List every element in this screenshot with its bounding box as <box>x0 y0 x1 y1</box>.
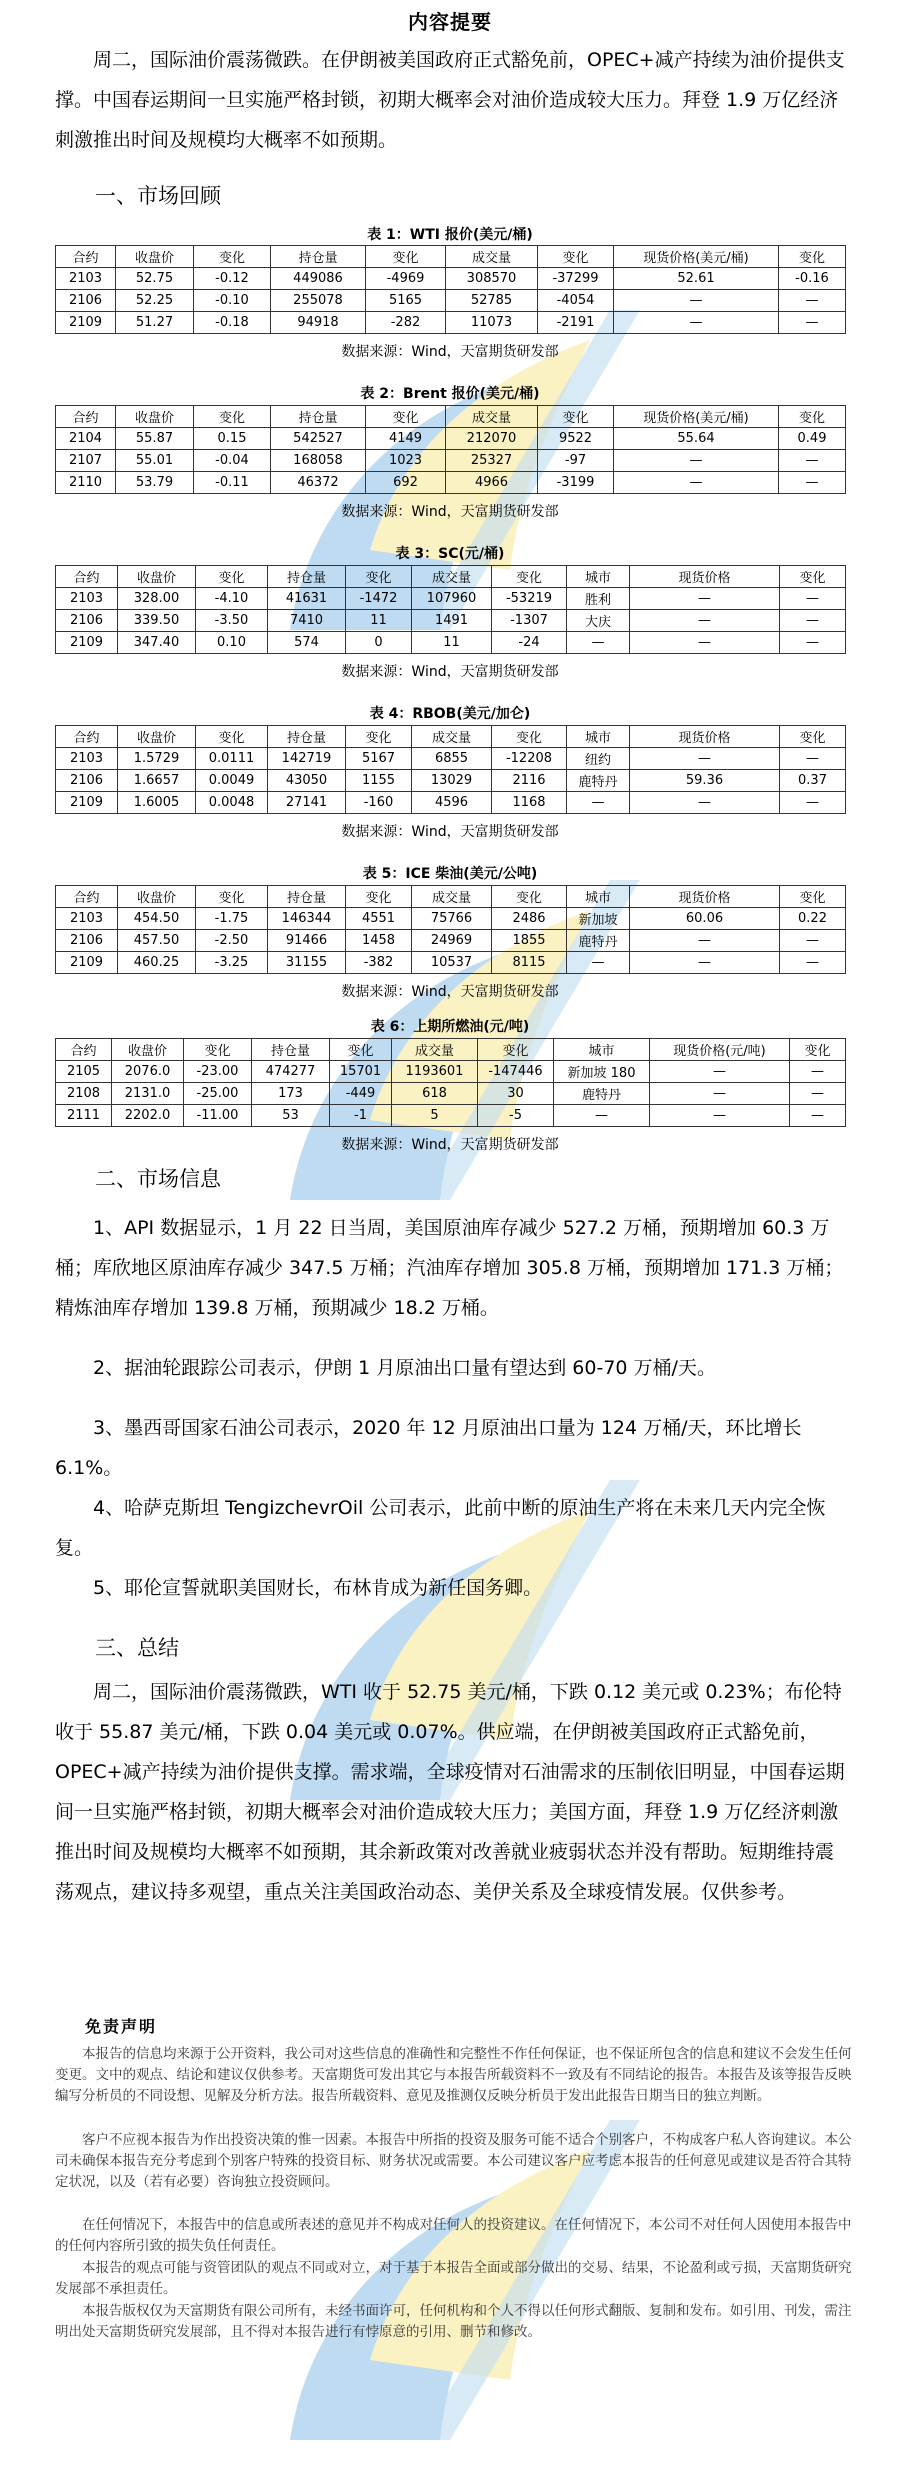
table-cell: -0.16 <box>779 268 846 290</box>
table-cell: 457.50 <box>118 930 196 952</box>
table-cell: 新加坡 <box>567 908 630 930</box>
table-cell: — <box>630 952 780 974</box>
disclaimer-title: 免责声明 <box>85 2017 158 2036</box>
table-cell: 2111 <box>56 1105 112 1127</box>
table-row <box>56 770 846 792</box>
table-cell: -160 <box>346 792 412 814</box>
table-cell: 55.64 <box>614 428 779 450</box>
table-cell: 2104 <box>56 428 116 450</box>
table-cell: 52.75 <box>116 268 194 290</box>
table-wti <box>55 245 846 334</box>
table-cell: 692 <box>366 472 446 494</box>
table-cell: -5 <box>478 1105 554 1127</box>
market-info-item: 4、哈萨克斯坦 TengizchevrOil 公司表示，此前中断的原油生产将在未来几天内完全恢复。 <box>55 1497 826 1559</box>
market-info-item: 3、墨西哥国家石油公司表示，2020 年 12 月原油出口量为 124 万桶/天，环比增长 6.1%。 <box>55 1417 802 1479</box>
table-cell: 2103 <box>56 748 118 770</box>
table-cell: 2108 <box>56 1083 112 1105</box>
table-cell: 2109 <box>56 792 118 814</box>
table-header-cell: 现货价格(美元/桶) <box>614 406 779 428</box>
table-header-row <box>56 566 846 588</box>
table-cell: — <box>650 1083 790 1105</box>
table-cell: 107960 <box>412 588 492 610</box>
table-row <box>56 610 846 632</box>
table-header-cell: 变化 <box>330 1039 392 1061</box>
table-cell: 4596 <box>412 792 492 814</box>
disclaimer-paragraph: 在任何情况下，本报告中的信息或所表述的意见并不构成对任何人的投资建议。在任何情况下，本公司不对任何人因使用本报告中的任何内容所引致的损失负任何责任。 <box>55 2217 852 2254</box>
table-cell: 11073 <box>446 312 538 334</box>
table-cell: 91466 <box>268 930 346 952</box>
data-source-note: 数据来源：Wind，天富期货研发部 <box>341 504 559 520</box>
table-row <box>56 268 846 290</box>
table-cell: -0.18 <box>194 312 271 334</box>
table-cell: 5167 <box>346 748 412 770</box>
table-cell: -449 <box>330 1083 392 1105</box>
table-caption-brent: 表 2：Brent 报价(美元/桶) <box>360 386 540 402</box>
table-row <box>56 312 846 334</box>
table-cell: 339.50 <box>118 610 196 632</box>
table-header-cell: 合约 <box>56 566 118 588</box>
table-header-cell: 成交量 <box>412 726 492 748</box>
table-header-cell: 变化 <box>346 566 412 588</box>
table-cell: 52785 <box>446 290 538 312</box>
table-cell: 11 <box>346 610 412 632</box>
table-header-cell: 合约 <box>56 246 116 268</box>
table-row <box>56 1105 846 1127</box>
table-header-cell: 成交量 <box>446 406 538 428</box>
table-header-row <box>56 886 846 908</box>
table-cell: 2110 <box>56 472 116 494</box>
table-cell: 9522 <box>538 428 614 450</box>
table-cell: 0.0048 <box>196 792 268 814</box>
table-cell: 2106 <box>56 610 118 632</box>
table-cell: 7410 <box>268 610 346 632</box>
market-info-item: 1、API 数据显示，1 月 22 日当周，美国原油库存减少 527.2 万桶，预期增加 60.3 万桶；库欣地区原油库存减少 347.5 万桶；汽油库存增加 305.8 万桶，预期增加 171.3 万桶；精炼油库存增加 139.8 万桶，预期减少 18.2 万桶。 <box>55 1217 844 1319</box>
table-cell: — <box>567 792 630 814</box>
table-row <box>56 792 846 814</box>
table-cell: — <box>780 792 846 814</box>
table-cell: — <box>567 632 630 654</box>
table-cell: -24 <box>492 632 567 654</box>
table-cell: 鹿特丹 <box>567 770 630 792</box>
table-cell: 2105 <box>56 1061 112 1083</box>
table-header-cell: 变化 <box>346 886 412 908</box>
table-cell: 55.87 <box>116 428 194 450</box>
table-ice-diesel <box>55 885 846 974</box>
conclusion-paragraph: 周二，国际油价震荡微跌，WTI 收于 52.75 美元/桶，下跌 0.12 美元或 0.23%；布伦特收于 55.87 美元/桶，下跌 0.04 美元或 0.07%。供应端，在伊朗被美国政府正式豁免前，OPEC+减产持续为油价提供支撑。需求端，全球疫情对石油需求的压制依旧明显，中国春运期间一旦实施严格封锁，初期大概率会对油价造成较大压力；美国方面，拜登 1.9 万亿经济刺激推出时间及规模均大概率不如预期，其余新政策对改善就业疲弱状态并没有帮助。短期维持震荡观点，建议持多观望，重点关注美国政治动态、美伊关系及全球疫情发展。仅供参考。 <box>55 1681 845 1903</box>
table-row <box>56 908 846 930</box>
table-cell: -0.12 <box>194 268 271 290</box>
table-cell: 142719 <box>268 748 346 770</box>
table-header-cell: 合约 <box>56 406 116 428</box>
table-header-cell: 城市 <box>554 1039 650 1061</box>
table-cell: 0.49 <box>779 428 846 450</box>
table-header-cell: 持仓量 <box>268 886 346 908</box>
table-header-cell: 变化 <box>366 246 446 268</box>
table-header-cell: 持仓量 <box>268 566 346 588</box>
table-cell: — <box>780 632 846 654</box>
table-header-cell: 成交量 <box>412 886 492 908</box>
table-cell: 173 <box>252 1083 330 1105</box>
table-cell: 8115 <box>492 952 567 974</box>
table-cell: 2107 <box>56 450 116 472</box>
table-header-cell: 变化 <box>196 886 268 908</box>
disclaimer-paragraph: 本报告的观点可能与资管团队的观点不同或对立，对于基于本报告全面或部分做出的交易、结果，不论盈利或亏损，天富期货研究发展部不承担责任。 <box>55 2260 852 2297</box>
table-cell: 1155 <box>346 770 412 792</box>
table-cell: -3199 <box>538 472 614 494</box>
table-cell: 24969 <box>412 930 492 952</box>
table-cell: 5 <box>392 1105 478 1127</box>
table-header-cell: 城市 <box>567 566 630 588</box>
table-header-cell: 收盘价 <box>116 246 194 268</box>
table-cell: -0.10 <box>194 290 271 312</box>
table-cell: 1.6005 <box>118 792 196 814</box>
table-cell: 2202.0 <box>112 1105 184 1127</box>
table-cell: — <box>780 952 846 974</box>
table-header-cell: 现货价格 <box>630 886 780 908</box>
table-cell: -3.50 <box>196 610 268 632</box>
table-cell: 449086 <box>271 268 366 290</box>
table-cell: 2109 <box>56 312 116 334</box>
table-row <box>56 450 846 472</box>
table-row <box>56 428 846 450</box>
table-cell: 2109 <box>56 952 118 974</box>
table-cell: — <box>780 588 846 610</box>
table-cell: 2106 <box>56 770 118 792</box>
table-cell: 27141 <box>268 792 346 814</box>
table-header-row <box>56 1039 846 1061</box>
table-header-row <box>56 246 846 268</box>
table-cell: 46372 <box>271 472 366 494</box>
table-header-cell: 变化 <box>194 246 271 268</box>
table-header-cell: 合约 <box>56 726 118 748</box>
table-cell: — <box>650 1061 790 1083</box>
table-row <box>56 472 846 494</box>
table-row <box>56 1083 846 1105</box>
table-cell: 30 <box>478 1083 554 1105</box>
table-cell: — <box>779 312 846 334</box>
table-cell: — <box>650 1105 790 1127</box>
disclaimer-paragraph: 客户不应视本报告为作出投资决策的惟一因素。本报告中所指的投资及服务可能不适合个别客户，不构成客户私人咨询建议。本公司未确保本报告充分考虑到个别客户特殊的投资目标、财务状况或需要。本公司建议客户应考虑本报告的任何意见或建议是否符合其特定状况，以及（若有必要）咨询独立投资顾问。 <box>55 2132 852 2190</box>
table-caption-wti: 表 1：WTI 报价(美元/桶) <box>367 227 533 243</box>
table-cell: — <box>780 748 846 770</box>
table-cell: — <box>630 632 780 654</box>
disclaimer-paragraph: 本报告版权仅为天富期货有限公司所有，未经书面许可，任何机构和个人不得以任何形式翻版、复制和发布。如引用、刊发，需注明出处天富期货研究发展部，且不得对本报告进行有悖原意的引用、删节和修改。 <box>55 2303 852 2340</box>
summary-title: 内容提要 <box>408 10 492 34</box>
table-cell: — <box>630 610 780 632</box>
data-source-note: 数据来源：Wind，天富期货研发部 <box>341 344 559 360</box>
table-header-cell: 变化 <box>492 566 567 588</box>
table-header-cell: 合约 <box>56 1039 112 1061</box>
table-cell: -23.00 <box>184 1061 252 1083</box>
table-cell: 1855 <box>492 930 567 952</box>
table-cell: 43050 <box>268 770 346 792</box>
table-header-cell: 收盘价 <box>118 566 196 588</box>
table-header-cell: 持仓量 <box>252 1039 330 1061</box>
table-row <box>56 952 846 974</box>
table-caption-rbob: 表 4：RBOB(美元/加仑) <box>369 706 531 722</box>
table-rbob <box>55 725 846 814</box>
market-info-item: 2、据油轮跟踪公司表示，伊朗 1 月原油出口量有望达到 60-70 万桶/天。 <box>93 1357 716 1379</box>
section-heading-conclusion: 三、总结 <box>95 1636 179 1660</box>
table-cell: — <box>780 930 846 952</box>
table-header-cell: 变化 <box>790 1039 846 1061</box>
table-cell: — <box>614 312 779 334</box>
disclaimer-paragraph: 本报告的信息均来源于公开资料，我公司对这些信息的准确性和完整性不作任何保证，也不保证所包含的信息和建议不会发生任何变更。文中的观点、结论和建议仅供参考。天富期货可发出其它与本报告所载资料不一致及有不同结论的报告。本报告及该等报告反映编写分析员的不同设想、见解及分析方法。报告所载资料、意见及推测仅反映分析员于发出此报告日期当日的独立判断。 <box>55 2046 852 2104</box>
table-header-cell: 变化 <box>780 726 846 748</box>
table-cell: — <box>790 1083 846 1105</box>
table-cell: 1491 <box>412 610 492 632</box>
table-brent <box>55 405 846 494</box>
table-cell: 75766 <box>412 908 492 930</box>
section-heading-market-info: 二、市场信息 <box>95 1167 221 1191</box>
table-cell: 1.5729 <box>118 748 196 770</box>
table-header-cell: 持仓量 <box>271 246 366 268</box>
table-header-cell: 现货价格 <box>630 726 780 748</box>
table-header-cell: 收盘价 <box>112 1039 184 1061</box>
data-source-note: 数据来源：Wind，天富期货研发部 <box>341 1137 559 1153</box>
table-header-cell: 现货价格(美元/桶) <box>614 246 779 268</box>
table-header-cell: 变化 <box>196 566 268 588</box>
table-cell: — <box>779 450 846 472</box>
table-cell: — <box>614 450 779 472</box>
table-cell: -11.00 <box>184 1105 252 1127</box>
table-cell: — <box>614 290 779 312</box>
table-cell: -0.11 <box>194 472 271 494</box>
table-cell: -3.25 <box>196 952 268 974</box>
table-header-cell: 收盘价 <box>116 406 194 428</box>
table-cell: 0.15 <box>194 428 271 450</box>
table-cell: 60.06 <box>630 908 780 930</box>
table-row <box>56 930 846 952</box>
table-cell: 4966 <box>446 472 538 494</box>
section-heading-market-review: 一、市场回顾 <box>95 184 221 208</box>
table-cell: 0.10 <box>196 632 268 654</box>
table-cell: 15701 <box>330 1061 392 1083</box>
table-cell: -1.75 <box>196 908 268 930</box>
table-cell: 2106 <box>56 290 116 312</box>
table-header-cell: 现货价格 <box>630 566 780 588</box>
table-header-cell: 变化 <box>366 406 446 428</box>
table-cell: — <box>780 610 846 632</box>
table-row <box>56 1061 846 1083</box>
table-header-row <box>56 726 846 748</box>
table-header-row <box>56 406 846 428</box>
table-cell: 1023 <box>366 450 446 472</box>
table-cell: -4.10 <box>196 588 268 610</box>
table-cell: 1193601 <box>392 1061 478 1083</box>
table-header-cell: 持仓量 <box>268 726 346 748</box>
table-cell: 胜利 <box>567 588 630 610</box>
table-header-cell: 持仓量 <box>271 406 366 428</box>
table-cell: 460.25 <box>118 952 196 974</box>
table-cell: 52.61 <box>614 268 779 290</box>
table-cell: — <box>630 930 780 952</box>
table-cell: 2106 <box>56 930 118 952</box>
table-header-cell: 成交量 <box>412 566 492 588</box>
table-cell: -382 <box>346 952 412 974</box>
table-cell: 454.50 <box>118 908 196 930</box>
table-row <box>56 748 846 770</box>
table-header-cell: 变化 <box>194 406 271 428</box>
table-cell: 308570 <box>446 268 538 290</box>
table-cell: -2191 <box>538 312 614 334</box>
table-header-cell: 变化 <box>779 406 846 428</box>
table-cell: 55.01 <box>116 450 194 472</box>
table-cell: 474277 <box>252 1061 330 1083</box>
table-cell: 新加坡 180 <box>554 1061 650 1083</box>
market-info-item: 5、耶伦宣誓就职美国财长，布林肯成为新任国务卿。 <box>93 1577 543 1599</box>
table-cell: -25.00 <box>184 1083 252 1105</box>
table-cell: -147446 <box>478 1061 554 1083</box>
table-cell: 0.0049 <box>196 770 268 792</box>
table-caption-ice-diesel: 表 5：ICE 柴油(美元/公吨) <box>362 866 538 882</box>
table-header-cell: 成交量 <box>446 246 538 268</box>
table-cell: 4551 <box>346 908 412 930</box>
table-cell: -12208 <box>492 748 567 770</box>
table-cell: — <box>614 472 779 494</box>
table-cell: -282 <box>366 312 446 334</box>
table-cell: 1168 <box>492 792 567 814</box>
table-row <box>56 632 846 654</box>
table-cell: 59.36 <box>630 770 780 792</box>
table-cell: 2486 <box>492 908 567 930</box>
table-cell: 52.25 <box>116 290 194 312</box>
table-header-cell: 变化 <box>538 406 614 428</box>
table-cell: 2116 <box>492 770 567 792</box>
table-cell: 0.0111 <box>196 748 268 770</box>
table-header-cell: 现货价格(元/吨) <box>650 1039 790 1061</box>
table-header-cell: 成交量 <box>392 1039 478 1061</box>
table-cell: — <box>790 1061 846 1083</box>
table-row <box>56 290 846 312</box>
table-cell: 4149 <box>366 428 446 450</box>
table-header-cell: 变化 <box>538 246 614 268</box>
table-cell: 2103 <box>56 588 118 610</box>
table-cell: 168058 <box>271 450 366 472</box>
table-header-cell: 变化 <box>779 246 846 268</box>
table-caption-shfe-fuel: 表 6：上期所燃油(元/吨) <box>370 1019 530 1035</box>
table-cell: 212070 <box>446 428 538 450</box>
table-header-cell: 变化 <box>780 886 846 908</box>
table-header-cell: 变化 <box>780 566 846 588</box>
table-cell: 0.37 <box>780 770 846 792</box>
table-cell: 2131.0 <box>112 1083 184 1105</box>
table-cell: 146344 <box>268 908 346 930</box>
table-cell: -1 <box>330 1105 392 1127</box>
table-cell: 0.22 <box>780 908 846 930</box>
data-source-note: 数据来源：Wind，天富期货研发部 <box>341 984 559 1000</box>
table-cell: 2103 <box>56 908 118 930</box>
table-cell: — <box>630 588 780 610</box>
table-cell: 2076.0 <box>112 1061 184 1083</box>
table-header-cell: 收盘价 <box>118 726 196 748</box>
table-header-cell: 城市 <box>567 886 630 908</box>
table-cell: -4969 <box>366 268 446 290</box>
table-cell: 41631 <box>268 588 346 610</box>
table-cell: — <box>779 472 846 494</box>
table-cell: — <box>630 748 780 770</box>
table-header-cell: 变化 <box>478 1039 554 1061</box>
table-cell: — <box>790 1105 846 1127</box>
table-cell: 0 <box>346 632 412 654</box>
table-cell: 618 <box>392 1083 478 1105</box>
table-cell: -53219 <box>492 588 567 610</box>
table-row <box>56 588 846 610</box>
table-cell: 大庆 <box>567 610 630 632</box>
table-cell: 53 <box>252 1105 330 1127</box>
table-cell: 鹿特丹 <box>554 1083 650 1105</box>
table-header-cell: 变化 <box>492 886 567 908</box>
table-cell: -1472 <box>346 588 412 610</box>
table-cell: 鹿特丹 <box>567 930 630 952</box>
table-shfe-fuel <box>55 1038 846 1127</box>
table-cell: 53.79 <box>116 472 194 494</box>
table-cell: 542527 <box>271 428 366 450</box>
table-cell: — <box>567 952 630 974</box>
table-cell: -4054 <box>538 290 614 312</box>
data-source-note: 数据来源：Wind，天富期货研发部 <box>341 664 559 680</box>
table-header-cell: 变化 <box>492 726 567 748</box>
table-cell: 347.40 <box>118 632 196 654</box>
table-cell: 94918 <box>271 312 366 334</box>
table-cell: 1.6657 <box>118 770 196 792</box>
table-header-cell: 收盘价 <box>118 886 196 908</box>
table-cell: 328.00 <box>118 588 196 610</box>
table-sc <box>55 565 846 654</box>
table-header-cell: 变化 <box>184 1039 252 1061</box>
table-cell: -2.50 <box>196 930 268 952</box>
table-header-cell: 变化 <box>196 726 268 748</box>
summary-paragraph: 周二，国际油价震荡微跌。在伊朗被美国政府正式豁免前，OPEC+减产持续为油价提供支撑。中国春运期间一旦实施严格封锁，初期大概率会对油价造成较大压力。拜登 1.9 万亿经济刺激推出时间及规模均大概率不如预期。 <box>55 49 845 151</box>
table-caption-sc: 表 3：SC(元/桶) <box>395 546 505 562</box>
table-cell: 纽约 <box>567 748 630 770</box>
table-cell: 11 <box>412 632 492 654</box>
table-header-cell: 变化 <box>346 726 412 748</box>
table-header-cell: 合约 <box>56 886 118 908</box>
table-cell: -1307 <box>492 610 567 632</box>
table-cell: -37299 <box>538 268 614 290</box>
table-cell: -0.04 <box>194 450 271 472</box>
data-source-note: 数据来源：Wind，天富期货研发部 <box>341 824 559 840</box>
table-cell: — <box>554 1105 650 1127</box>
table-cell: 1458 <box>346 930 412 952</box>
table-cell: 25327 <box>446 450 538 472</box>
table-cell: 255078 <box>271 290 366 312</box>
table-cell: 5165 <box>366 290 446 312</box>
table-cell: 6855 <box>412 748 492 770</box>
table-cell: 10537 <box>412 952 492 974</box>
table-cell: — <box>630 792 780 814</box>
table-cell: 31155 <box>268 952 346 974</box>
table-cell: 13029 <box>412 770 492 792</box>
table-cell: 574 <box>268 632 346 654</box>
table-header-cell: 城市 <box>567 726 630 748</box>
table-cell: — <box>779 290 846 312</box>
table-cell: 2109 <box>56 632 118 654</box>
table-cell: -97 <box>538 450 614 472</box>
table-cell: 51.27 <box>116 312 194 334</box>
table-cell: 2103 <box>56 268 116 290</box>
